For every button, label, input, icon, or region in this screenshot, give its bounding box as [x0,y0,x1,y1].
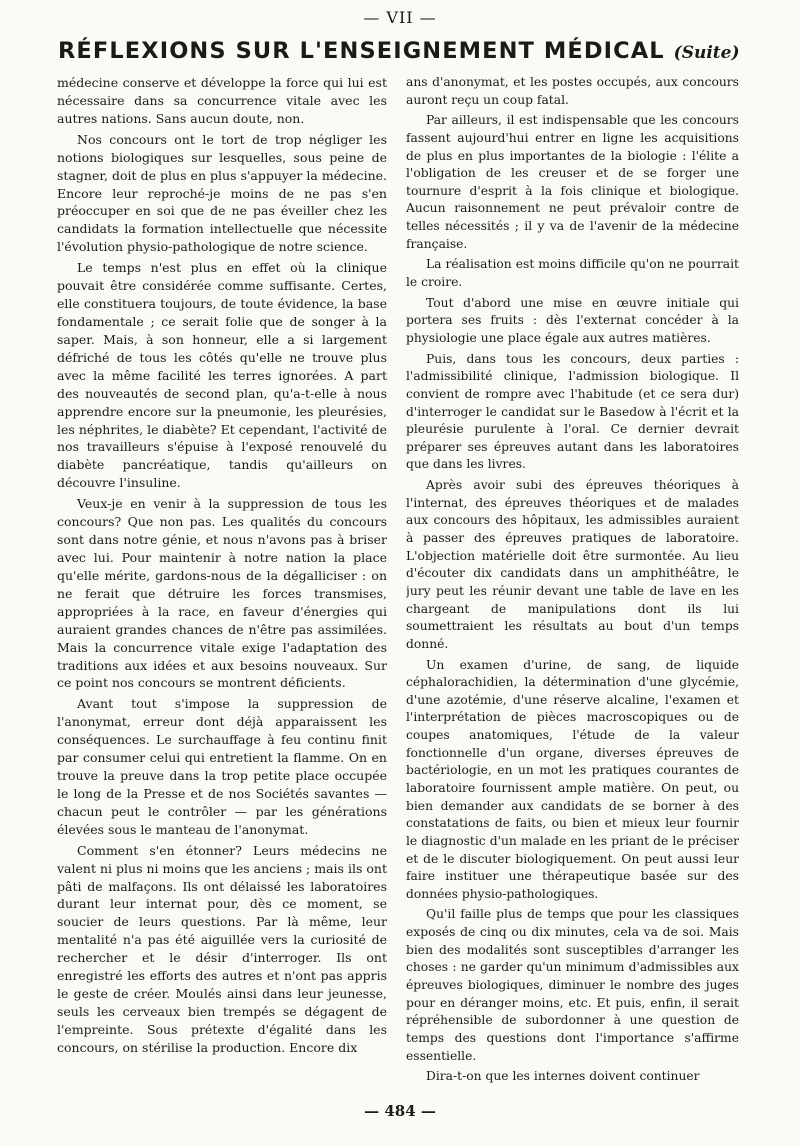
title-suite: (Suite) [673,43,740,63]
article-title [58,38,738,64]
paragraph: Veux-je en venir à la suppression de tous les concours? Que non pas. Les qualités du concours sont dans notre génie, et nous n'avons pas à briser avec lui. Pour maintenir à notre nation la place qu'elle mérite, gardons-nous de la dégalliciser : on ne ferait que détruire les forces transmises, appropriées à la race, en faveur d'énergies qui auraient grandes chances de n'être pas assimilées. Mais la concurrence vitale exige l'adaptation des traditions aux idées et aux besoins nouveaux. Sur ce point nos concours se montrent déficients. [57,496,387,691]
paragraph: Puis, dans tous les concours, deux parties : l'admissibilité clinique, l'admission biologique. Il convient de rompre avec l'habitude (et ce sera dur) d'interroger le candidat sur le Basedow à l'écrit et la pleurésie purulente à l'oral. Ce dernier devrait préparer ses épreuves autant dans les laboratoires que dans les livres. [406,351,739,472]
paragraph: Un examen d'urine, de sang, de liquide céphalorachidien, la détermination d'une glycémie, d'une azotémie, d'une réserve alcaline, l'examen et l'interprétation de pièces macroscopiques ou de coupes anatomiques, l'étude de la valeur fonctionnelle d'un organe, diverses épreuves de bactériologie, en un mot les pratiques courantes de laboratoire fournissent ample matière. On peut, ou bien demander aux candidats de se borner à des constatations de faits, ou bien et mieux leur fournir le diagnostic d'un malade en les priant de le préciser et de le discuter biologiquement. On peut aussi leur faire instituer une thérapeutique basée sur des données physio-pathologiques. [406,657,739,901]
title-text: RÉFLEXIONS SUR L'ENSEIGNEMENT MÉDICAL [58,38,665,64]
paragraph: Le temps n'est plus en effet où la clinique pouvait être considérée comme suffisante. Certes, elle constituera toujours, de toute évidence, la base fondamentale ; ce serait folie que de songer à la saper. Mais, à son honneur, elle a si largement défriché de tous les côtés qu'elle ne trouve plus avec la même facilité les terres ignorées. A part des nouveautés de second plan, qu'a-t-elle à nous apprendre encore sur la pneumonie, les pleurésies, les néphrites, le diabète? Et cependant, l'activité de nos travailleurs s'épuise à l'exposé renouvelé du diabète pancréatique, tandis qu'ailleurs on découvre l'insuline. [57,260,387,491]
paragraph: La réalisation est moins difficile qu'on ne pourrait le croire. [406,257,739,290]
paragraph: Par ailleurs, il est indispensable que les concours fassent aujourd'hui entrer en ligne les acquisitions de plus en plus importantes de la biologie : l'élite a l'obligation de les creuser et de se forger une tournure d'esprit à la fois clinique et biologique. Aucun raisonnement ne peut prévaloir contre de telles nécessités ; il y va de l'avenir de la médecine française. [406,113,739,251]
page-header-number: — VII — [363,8,437,27]
right-column [406,74,739,1104]
paragraph: Après avoir subi des épreuves théoriques à l'internat, des épreuves théoriques et de malades aux concours des hôpitaux, les admissibles auraient à passer des épreuves pratiques de laboratoire. L'objection matérielle doit être surmontée. Au lieu d'écouter dix candidats dans un amphithéâtre, le jury peut les réunir devant une table de lave en les chargeant de manipulations dont ils lui soumettraient les résultats au bout d'un temps donné. [406,478,739,651]
page-footer-number: — 484 — [364,1102,436,1120]
left-column [57,74,387,1104]
paragraph: Comment s'en étonner? Leurs médecins ne valent ni plus ni moins que les anciens ; mais ils ont pâti de malfaçons. Ils ont délaissé les laboratoires durant leur internat pour, dès ce moment, se soucier de leurs questions. Par là même, leur mentalité n'a pas été aiguillée vers la curiosité de rechercher et le désir d'interroger. Ils ont enregistré les efforts des autres et n'ont pas appris le geste de créer. Moulés ainsi dans leur jeunesse, seuls les cerveaux bien trempés se dégagent de l'empreinte. Sous prétexte d'égalité dans les concours, on stérilise la production. Encore dix [57,842,387,1055]
paragraph: Tout d'abord une mise en œuvre initiale qui portera ses fruits : dès l'externat concéder à la physiologie une place égale aux autres matières. [406,295,739,345]
paragraph: Nos concours ont le tort de trop négliger les notions biologiques sur lesquelles, sous peine de stagner, doit de plus en plus s'appuyer la médecine. Encore leur reproché-je moins de ne pas s'en préoccuper en soi que de ne pas éveiller chez les candidats la formation intellectuelle que nécessite l'évolution physio-pathologique de notre science. [57,131,387,255]
paragraph: ans d'anonymat, et les postes occupés, aux concours auront reçu un coup fatal. [406,75,739,107]
paragraph: Dira-t-on que les internes doivent continuer [426,1069,700,1084]
paragraph: Qu'il faille plus de temps que pour les classiques exposés de cinq ou dix minutes, cela va de soi. Mais bien des modalités sont susceptibles d'arranger les choses : ne garder qu'un minimum d'admissibles aux épreuves biologiques, diminuer le nombre des juges pour en déranger moins, etc. Et puis, enfin, il serait répréhensible de subordonner à une question de temps des questions dont l'importance s'affirme essentielle. [406,907,739,1063]
paragraph: médecine conserve et développe la force qui lui est nécessaire dans sa concurrence vitale avec les autres nations. Sans aucun doute, non. [57,75,387,126]
paragraph: Avant tout s'impose la suppression de l'anonymat, erreur dont déjà apparaissent les conséquences. Le surchauffage à feu continu finit par consumer celui qui entretient la flamme. On en trouve la preuve dans la trop petite place occupée le long de la Presse et de nos Sociétés savantes — chacun peut le contrôler — par les générations élevées sous le manteau de l'anonymat. [57,696,387,837]
